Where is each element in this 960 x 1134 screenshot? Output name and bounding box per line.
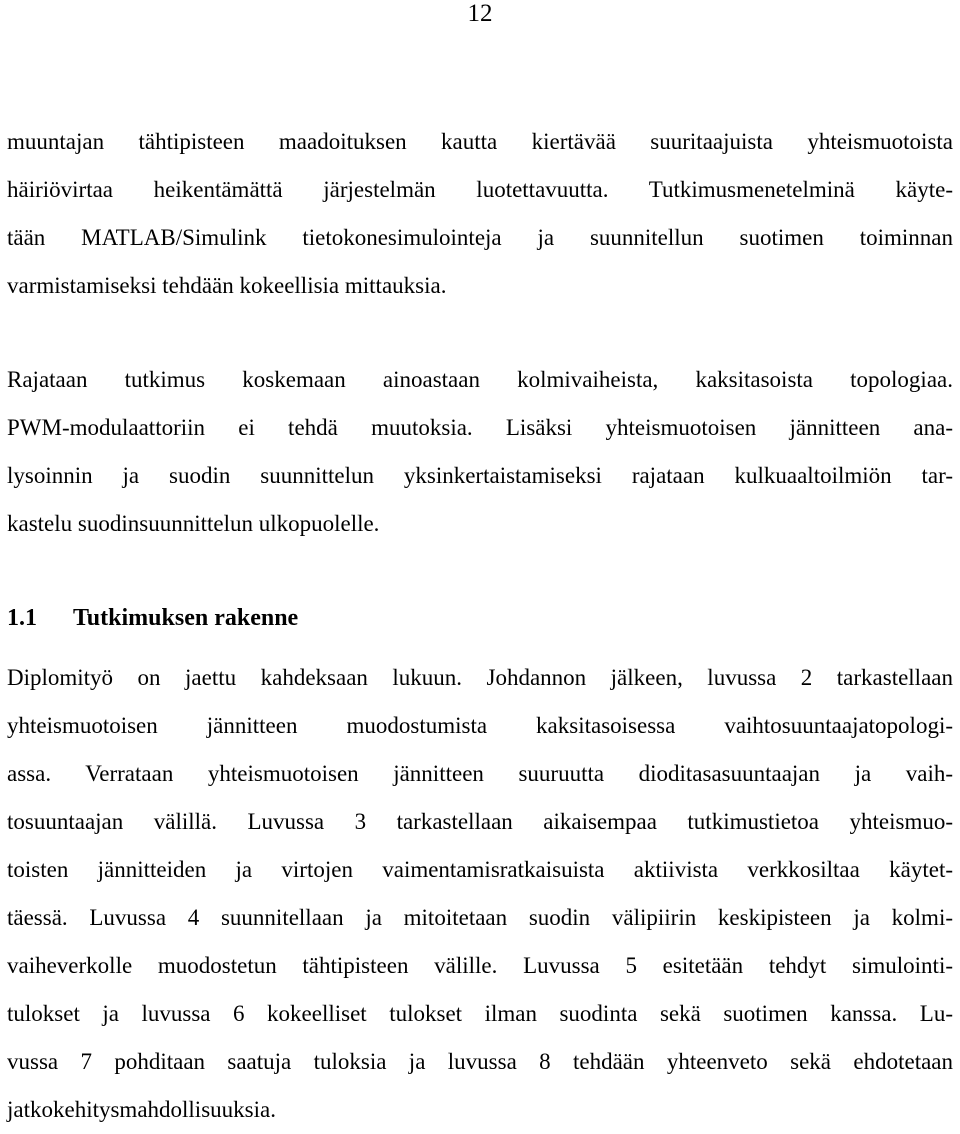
text-line: varmistamiseksi tehdään kokeellisia mittauksia. [7,273,447,298]
page-number: 12 [467,0,493,27]
text-line: vussa 7 pohditaan saatuja tuloksia ja luvussa 8 tehdään yhteenveto sekä ehdotetaan [7,1049,953,1074]
text-line: tulokset ja luvussa 6 kokeelliset tulokset ilman suodinta sekä suotimen kanssa. Lu- [7,1001,953,1026]
paragraph-3 [7,654,953,1134]
text-line: Diplomityö on jaettu kahdeksaan lukuun. Johdannon jälkeen, luvussa 2 tarkastellaan [7,665,953,690]
text-line: yhteismuotoisen jännitteen muodostumista kaksitasoisessa vaihtosuuntaajatopologi- [7,713,953,738]
text-line: tään MATLAB/Simulink tietokonesimulointeja ja suunnitellun suotimen toiminnan [7,225,953,250]
section-title: Tutkimuksen rakenne [73,605,299,631]
text-line: PWM-modulaattoriin ei tehdä muutoksia. Lisäksi yhteismuotoisen jännitteen ana- [7,415,953,440]
text-line: kastelu suodinsuunnittelun ulkopuolelle. [7,511,380,536]
section-number: 1.1 [7,605,37,631]
text-line: täessä. Luvussa 4 suunnitellaan ja mitoitetaan suodin välipiirin keskipisteen ja kolmi- [7,905,953,930]
text-line: tosuuntaajan välillä. Luvussa 3 tarkastellaan aikaisempaa tutkimustietoa yhteismuo- [7,809,953,834]
paragraph-1 [7,118,953,310]
text-line: vaiheverkolle muodostetun tähtipisteen välille. Luvussa 5 esitetään tehdyt simulointi- [7,953,953,978]
text-line: muuntajan tähtipisteen maadoituksen kautta kiertävää suuritaajuista yhteismuotoista [7,129,953,154]
text-line: Rajataan tutkimus koskemaan ainoastaan kolmivaiheista, kaksitasoista topologiaa. [7,367,953,392]
text-line: häiriövirtaa heikentämättä järjestelmän luotettavuutta. Tutkimusmenetelminä käyte- [7,177,953,202]
text-line: lysoinnin ja suodin suunnittelun yksinkertaistamiseksi rajataan kulkuaaltoilmiön tar- [7,463,953,488]
text-line: toisten jännitteiden ja virtojen vaimentamisratkaisuista aktiivista verkkosiltaa käytet- [7,857,953,882]
paragraph-2 [7,356,953,548]
section-heading [7,600,298,636]
text-line: assa. Verrataan yhteismuotoisen jännitteen suuruutta dioditasasuuntaajan ja vaih- [7,761,953,786]
text-line: jatkokehitysmahdollisuuksia. [7,1097,276,1122]
